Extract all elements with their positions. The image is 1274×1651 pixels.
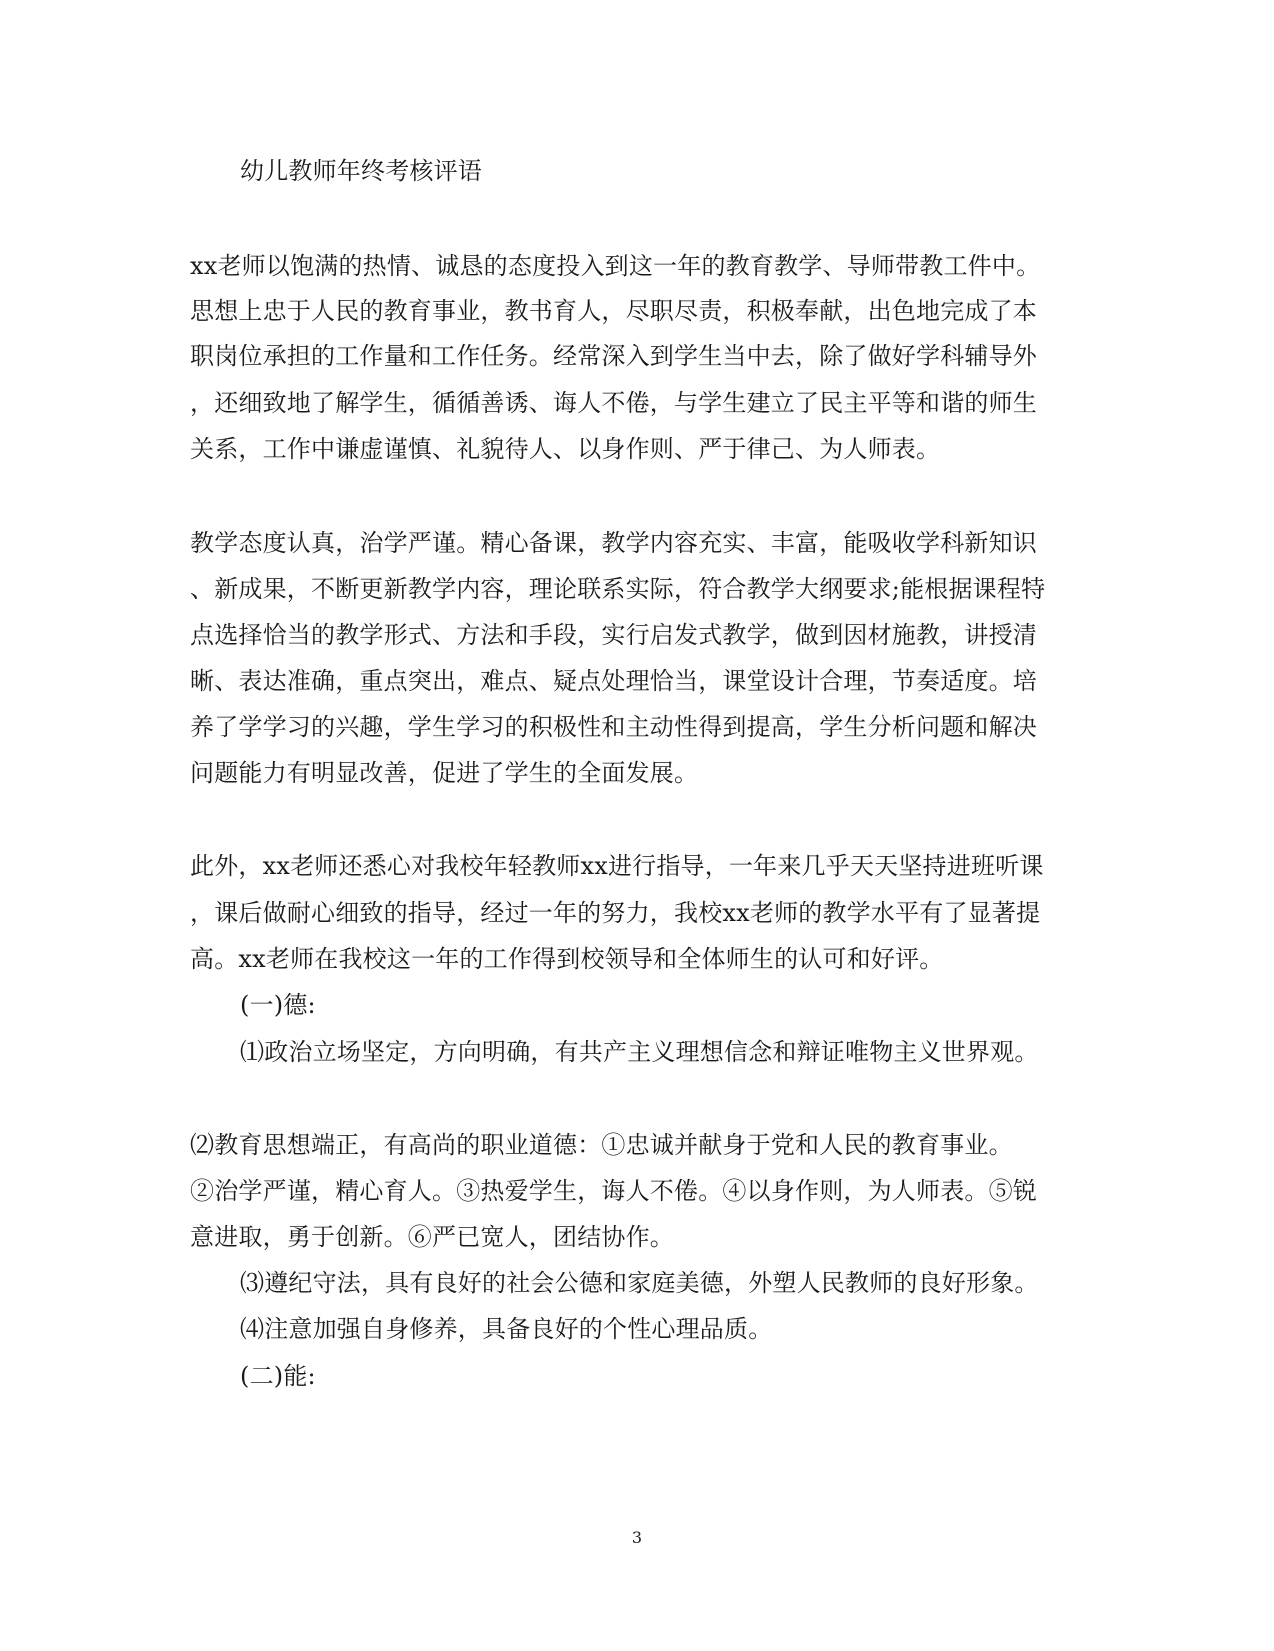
paragraph-2-line-6: 问题能力有明显改善，促进了学生的全面发展。: [190, 759, 699, 787]
paragraph-3-line-1: 此外，xx老师还悉心对我校年轻教师xx进行指导，一年来几乎天天坚持进班听课: [190, 852, 1044, 880]
item-1: ⑴政治立场坚定，方向明确，有共产主义理想信念和辩证唯物主义世界观。: [240, 1038, 1039, 1066]
page-number: 3: [631, 1528, 643, 1547]
document-title: 幼儿教师年终考核评语: [240, 157, 482, 185]
paragraph-1-line-3: 职岗位承担的工作量和工作任务。经常深入到学生当中去，除了做好学科辅导外: [190, 342, 1037, 370]
paragraph-3-line-2: ，课后做耐心细致的指导，经过一年的努力，我校xx老师的教学水平有了显著提: [190, 899, 1041, 927]
item-2-line-3: 意进取，勇于创新。⑥严已宽人，团结协作。: [190, 1223, 674, 1251]
section-1-heading: (一)德:: [240, 991, 316, 1019]
item-4: ⑷注意加强自身修养，具备良好的个性心理品质。: [240, 1315, 773, 1343]
paragraph-1-line-5: 关系，工作中谦虚谨慎、礼貌待人、以身作则、严于律己、为人师表。: [190, 435, 941, 463]
paragraph-1-line-4: ，还细致地了解学生，循循善诱、诲人不倦，与学生建立了民主平等和谐的师生: [190, 389, 1037, 417]
paragraph-1-line-1: xx老师以饱满的热情、诚恳的态度投入到这一年的教育教学、导师带教工件中。: [190, 252, 1041, 280]
paragraph-3-line-3: 高。xx老师在我校这一年的工作得到校领导和全体师生的认可和好评。: [190, 945, 944, 973]
section-2-heading: (二)能:: [240, 1362, 316, 1390]
item-2-line-2: ②治学严谨，精心育人。③热爱学生，诲人不倦。④以身作则，为人师表。⑤锐: [190, 1177, 1037, 1205]
item-2-line-1: ⑵教育思想端正，有高尚的职业道德：①忠诚并献身于党和人民的教育事业。: [190, 1131, 1013, 1159]
paragraph-2-line-1: 教学态度认真，治学严谨。精心备课，教学内容充实、丰富，能吸收学科新知识: [190, 529, 1037, 557]
paragraph-2-line-4: 晰、表达准确，重点突出，难点、疑点处理恰当，课堂设计合理，节奏适度。培: [190, 667, 1037, 695]
paragraph-2-line-3: 点选择恰当的教学形式、方法和手段，实行启发式教学，做到因材施教，讲授清: [190, 621, 1037, 649]
item-3: ⑶遵纪守法，具有良好的社会公德和家庭美德，外塑人民教师的良好形象。: [240, 1269, 1039, 1297]
paragraph-1-line-2: 思想上忠于人民的教育事业，教书育人，尽职尽责，积极奉献，出色地完成了本: [190, 297, 1037, 325]
paragraph-2-line-2: 、新成果，不断更新教学内容，理论联系实际，符合教学大纲要求;能根据课程特: [190, 575, 1046, 603]
paragraph-2-line-5: 养了学学习的兴趣，学生学习的积极性和主动性得到提高，学生分析问题和解决: [190, 713, 1037, 741]
